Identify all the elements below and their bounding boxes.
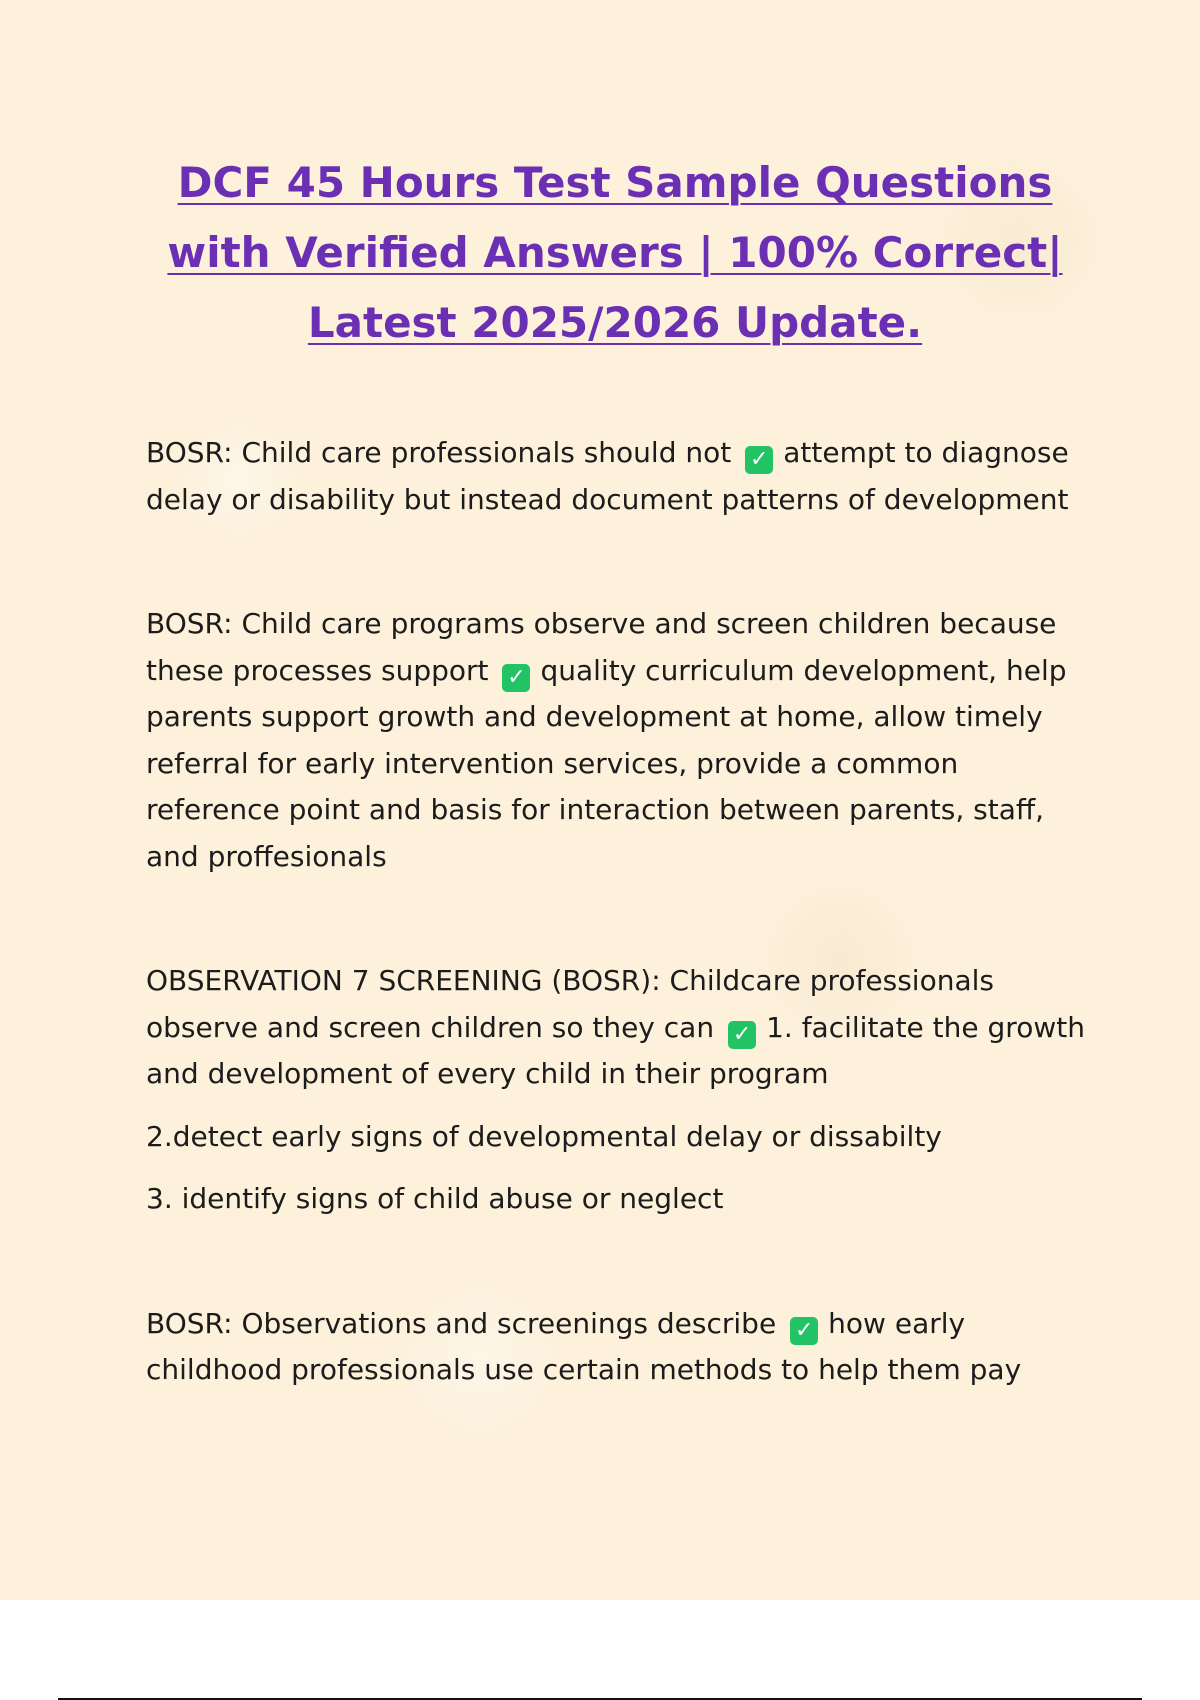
question-text: BOSR: Child care professionals should not [146,436,732,469]
check-mark-icon: ✓ [728,1021,756,1049]
qa-list [146,430,1086,1394]
answer-text: attempt to diagnose delay or disability but instead document patterns of development [146,436,1069,516]
qa-item [146,958,1086,1223]
qa-item [146,601,1086,880]
question-text: BOSR: Observations and screenings describe [146,1306,777,1340]
question-text: OBSERVATION 7 SCREENING (BOSR): Childcare professionals observe and screen children so they can [146,964,994,1044]
answer-text: quality curriculum development, help parents support growth and development at home, allow timely referral for early intervention services, provide a common reference point and basis for interaction between parents, staff, and proffesionals [146,653,1067,873]
answer-list-line: 2.detect early signs of developmental delay or dissabilty [146,1119,942,1153]
check-mark-icon: ✓ [502,664,530,692]
question-text: BOSR: Child care programs observe and screen children because these processes support [146,607,1057,687]
answer-text: 1. facilitate the growth and development of every child in their program [146,1010,1085,1090]
qa-item [146,1301,1086,1394]
check-mark-icon: ✓ [790,1317,818,1345]
qa-item [146,430,1086,523]
check-mark-icon: ✓ [745,446,773,474]
document-title: DCF 45 Hours Test Sample Questions with Verified Answers | 100% Correct| Latest 2025/2026 Update. [167,158,1063,347]
answer-text: how early childhood professionals use certain methods to help them pay [146,1306,1022,1386]
answer-list-line: 3. identify signs of child abuse or neglect [146,1182,724,1215]
